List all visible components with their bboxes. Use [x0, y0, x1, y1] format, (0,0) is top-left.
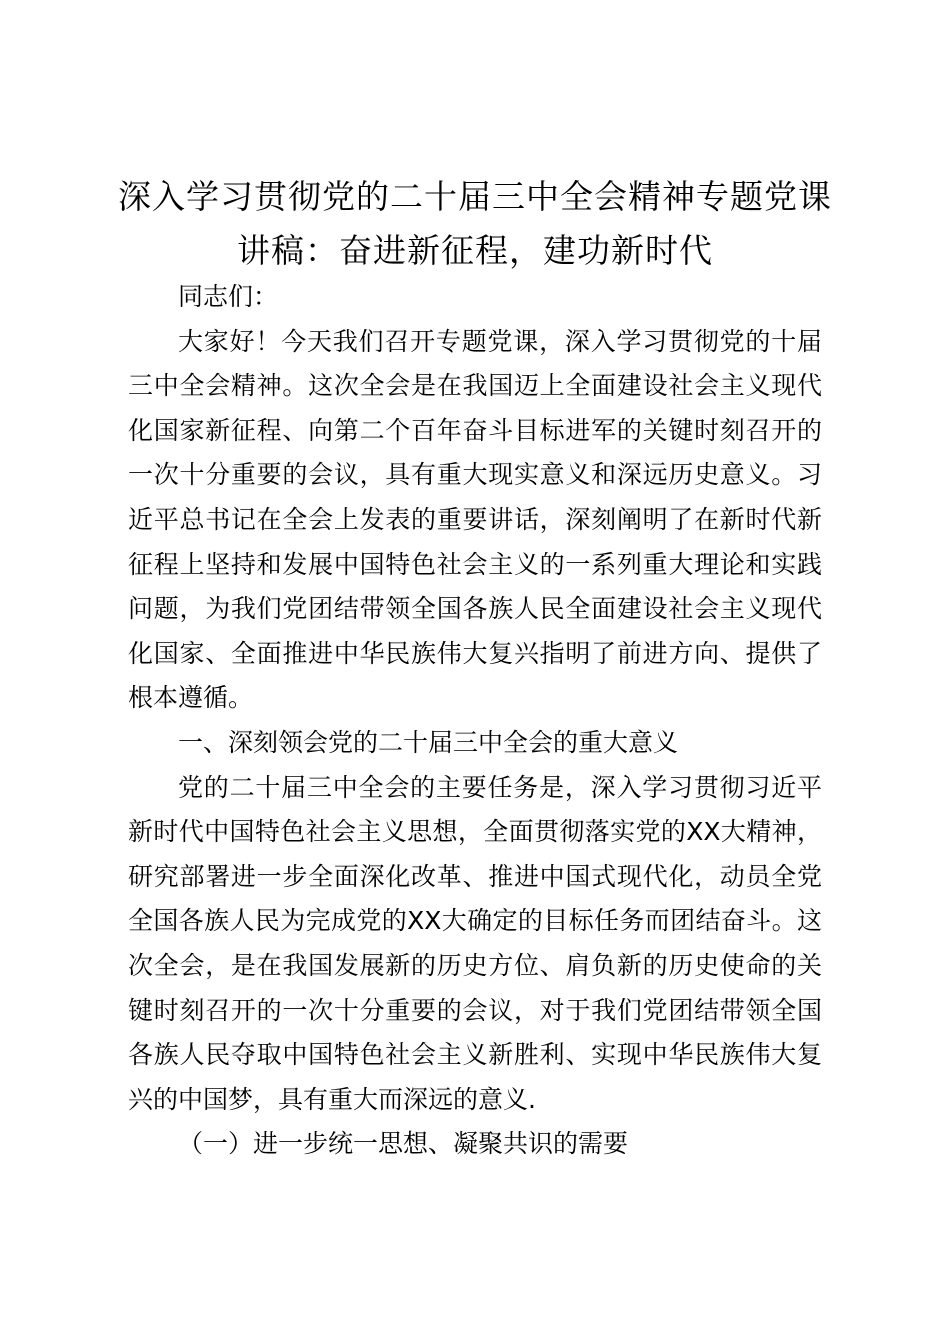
section-heading-1: 一、深刻领会党的二十届三中全会的重大意义 [178, 727, 679, 757]
salutation: 同志们： [178, 282, 279, 311]
document-title: 深入学习贯彻党的二十届三中全会精神专题党课讲稿：奋进新征程，建功新时代 [118, 177, 832, 270]
paragraph-significance: 党的二十届三中全会的主要任务是，深入学习贯彻习近平新时代中国特色社会主义思想，全面贯彻落实党的XX大精神，研究部署进一步全面深化改革、推进中国式现代化，动员全党全国各族人民为完成党的XX大确定的目标任务而团结奋斗。这次全会，是在我国发展新的历史方位、肩负新的历史使命的关键时刻召开的一次十分重要的会议，对于我们党团结带领全国各族人民夺取中国特色社会主义新胜利、实现中华民族伟大复兴的中国梦，具有重大而深远的意义. [128, 772, 822, 1114]
document-body [128, 275, 822, 1167]
subsection-heading-1: （一）进一步统一思想、凝聚共识的需要 [178, 1129, 629, 1159]
paragraph-intro: 大家好！今天我们召开专题党课，深入学习贯彻党的十届三中全会精神。这次全会是在我国迈上全面建设社会主义现代化国家新征程、向第二个百年奋斗目标进军的关键时刻召开的一次十分重要的会议，具有重大现实意义和深远历史意义。习近平总书记在全会上发表的重要讲话，深刻阐明了在新时代新征程上坚持和发展中国特色社会主义的一系列重大理论和实践问题，为我们党团结带领全国各族人民全面建设社会主义现代化国家、全面推进中华民族伟大复兴指明了前进方向、提供了根本遵循。 [128, 326, 822, 713]
